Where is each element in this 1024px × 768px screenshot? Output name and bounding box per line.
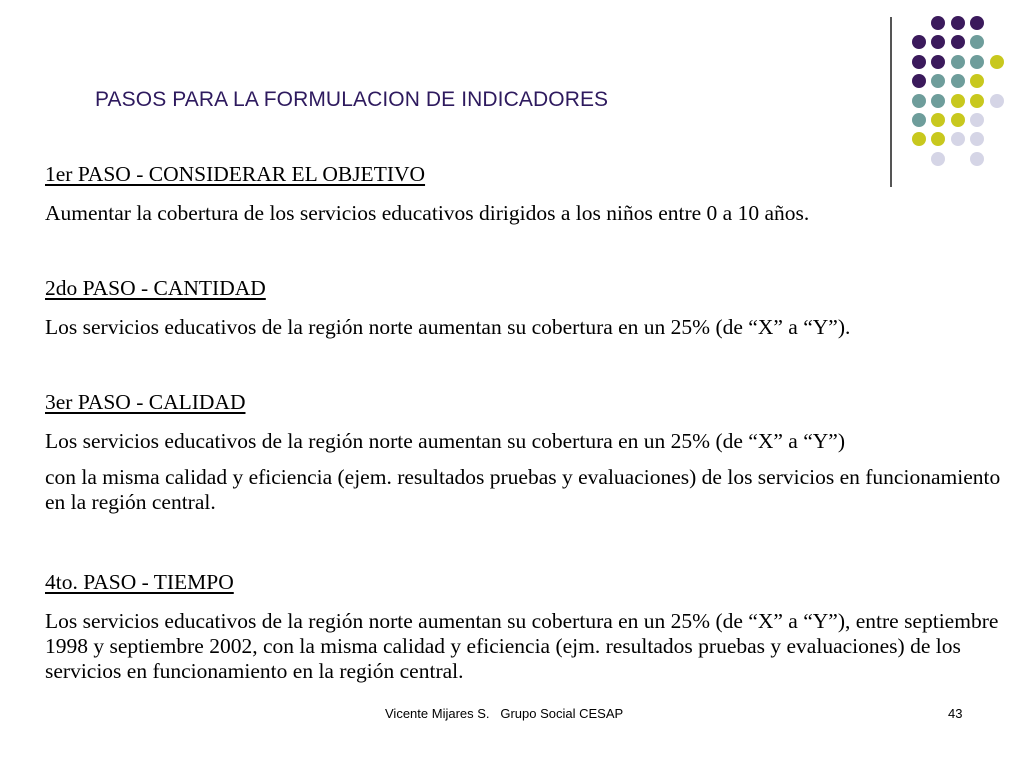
decorative-dot <box>912 94 926 108</box>
decorative-dot <box>931 94 945 108</box>
slide-title: PASOS PARA LA FORMULACION DE INDICADORES <box>95 88 609 111</box>
decorative-dot <box>912 74 926 88</box>
decorative-dot <box>931 74 945 88</box>
decorative-dot <box>970 94 984 108</box>
footer-author: Vicente Mijares S. Grupo Social CESAP <box>385 706 624 721</box>
decorative-dot <box>931 16 945 30</box>
step-4-heading: 4to. PASO - TIEMPO <box>45 570 234 594</box>
decorative-dot <box>931 113 945 127</box>
decorative-dot <box>970 132 984 146</box>
decorative-dot <box>912 35 926 49</box>
step-2-heading: 2do PASO - CANTIDAD <box>45 276 266 300</box>
decorative-dot <box>951 132 965 146</box>
decorative-dot <box>951 35 965 49</box>
decorative-dot <box>970 55 984 69</box>
slide-body <box>45 162 1020 684</box>
decorative-dot <box>970 113 984 127</box>
decorative-dot <box>912 132 926 146</box>
step-3-text-1: Los servicios educativos de la región norte aumentan su cobertura en un 25% (de “X” a “Y”) <box>45 429 845 453</box>
decorative-dot <box>951 55 965 69</box>
decorative-dot <box>912 113 926 127</box>
decorative-dot <box>951 94 965 108</box>
footer-page-number: 43 <box>948 706 963 721</box>
decorative-dot <box>970 74 984 88</box>
step-1-text: Aumentar la cobertura de los servicios educativos dirigidos a los niños entre 0 a 10 años. <box>45 201 810 225</box>
decorative-dot <box>931 132 945 146</box>
decorative-dot <box>970 35 984 49</box>
decorative-dot <box>912 55 926 69</box>
decorative-dot <box>970 16 984 30</box>
step-1-heading: 1er PASO - CONSIDERAR EL OBJETIVO <box>45 162 426 186</box>
step-4-text: Los servicios educativos de la región norte aumentan su cobertura en un 25% (de “X” a “Y”), entre septiembre 1998 y septiembre 2002, con la misma calidad y eficiencia (ejm. resultados pruebas y evaluaciones) de los servicios en funcionamiento en la región central. <box>45 609 999 683</box>
decorative-dot <box>990 94 1004 108</box>
step-3-heading: 3er PASO - CALIDAD <box>45 390 246 414</box>
decorative-dot <box>931 55 945 69</box>
decorative-dot <box>951 74 965 88</box>
decorative-dot <box>931 35 945 49</box>
step-3-text-2: con la misma calidad y eficiencia (ejem. resultados pruebas y evaluaciones) de los servicios en funcionamiento en la región central. <box>45 465 1001 514</box>
decorative-dot <box>951 113 965 127</box>
decorative-dot <box>951 16 965 30</box>
step-2-text: Los servicios educativos de la región norte aumentan su cobertura en un 25% (de “X” a “Y”). <box>45 315 851 339</box>
decorative-dot <box>990 55 1004 69</box>
